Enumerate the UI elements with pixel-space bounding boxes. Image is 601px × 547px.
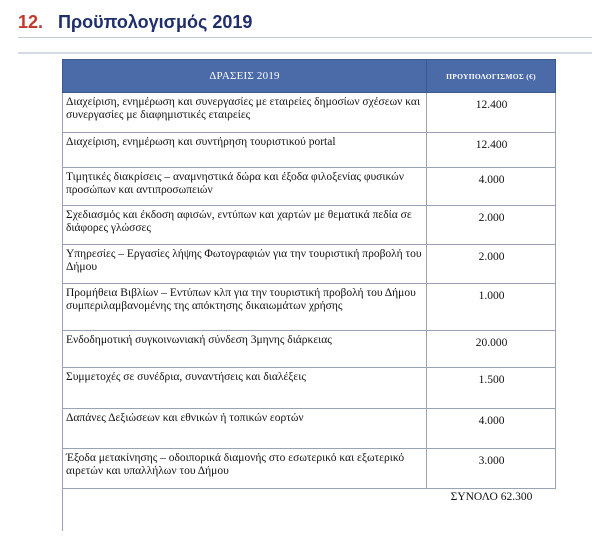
table-row [63, 331, 556, 368]
row-action: Προμήθεια Βιβλίων – Εντύπων κλπ για την τουριστική προβολή του Δήμου συμπεριλαμβανομένης της απόκτησης δικαιωμάτων χρήσης [63, 284, 427, 331]
total-spacer [63, 489, 427, 531]
table-row [63, 245, 556, 284]
row-action: Ενδοδημοτική συγκοινωνιακή σύνδεση 3μηνης διάρκειας [63, 331, 427, 368]
row-amount: 1.500 [427, 368, 556, 409]
table-row [63, 368, 556, 409]
row-action: Δαπάνες Δεξιώσεων και εθνικών ή τοπικών εορτών [63, 409, 427, 449]
row-amount: 20.000 [427, 331, 556, 368]
row-action: Τιμητικές διακρίσεις – αναμνηστικά δώρα και έξοδα φιλοξενίας φυσικών προσώπων και αντιπροσωπειών [63, 168, 427, 206]
row-amount: 2.000 [427, 245, 556, 284]
table-header-row [63, 60, 556, 93]
row-amount: 12.400 [427, 93, 556, 133]
row-action: Υπηρεσίες – Εργασίες λήψης Φωτογραφιών για την τουριστική προβολή του Δήμου [63, 245, 427, 284]
row-amount: 12.400 [427, 133, 556, 168]
heading-divider [18, 52, 592, 54]
section-title: Προϋπολογισμός 2019 [58, 12, 253, 32]
total-amount: ΣΥΝΟΛΟ 62.300 [427, 489, 556, 531]
row-action: Έξοδα μετακίνησης – οδοιπορικά διαμονής στο εσωτερικό και εξωτερικό αιρετών και υπαλλήλων του Δήμου [63, 449, 427, 489]
table-row [63, 284, 556, 331]
table-row [63, 168, 556, 206]
table-row [63, 133, 556, 168]
total-row [63, 489, 556, 531]
row-amount: 4.000 [427, 168, 556, 206]
row-action: Διαχείριση, ενημέρωση και συνεργασίες με εταιρείες δημοσίων σχέσεων και συνεργασίες με διαφημιστικές εταιρείες [63, 93, 427, 133]
section-heading [18, 12, 252, 33]
header-budget: ΠΡΟΥΠΟΛΟΓΙΣΜΟΣ (€) [427, 60, 556, 93]
row-amount: 1.000 [427, 284, 556, 331]
header-actions: ΔΡΑΣΕΙΣ 2019 [63, 60, 427, 93]
row-action: Συμμετοχές σε συνέδρια, συναντήσεις και διαλέξεις [63, 368, 427, 409]
section-number: 12. [18, 12, 44, 32]
table-row [63, 206, 556, 245]
row-action: Σχεδιασμός και έκδοση αφισών, εντύπων και χαρτών με θεματικά πεδία σε διάφορες γλώσσες [63, 206, 427, 245]
table-row [63, 93, 556, 133]
heading-underline [18, 37, 592, 38]
row-amount: 3.000 [427, 449, 556, 489]
budget-table [62, 59, 556, 531]
row-amount: 4.000 [427, 409, 556, 449]
row-action: Διαχείριση, ενημέρωση και συντήρηση τουριστικού portal [63, 133, 427, 168]
row-amount: 2.000 [427, 206, 556, 245]
table-row [63, 409, 556, 449]
table-row [63, 449, 556, 489]
